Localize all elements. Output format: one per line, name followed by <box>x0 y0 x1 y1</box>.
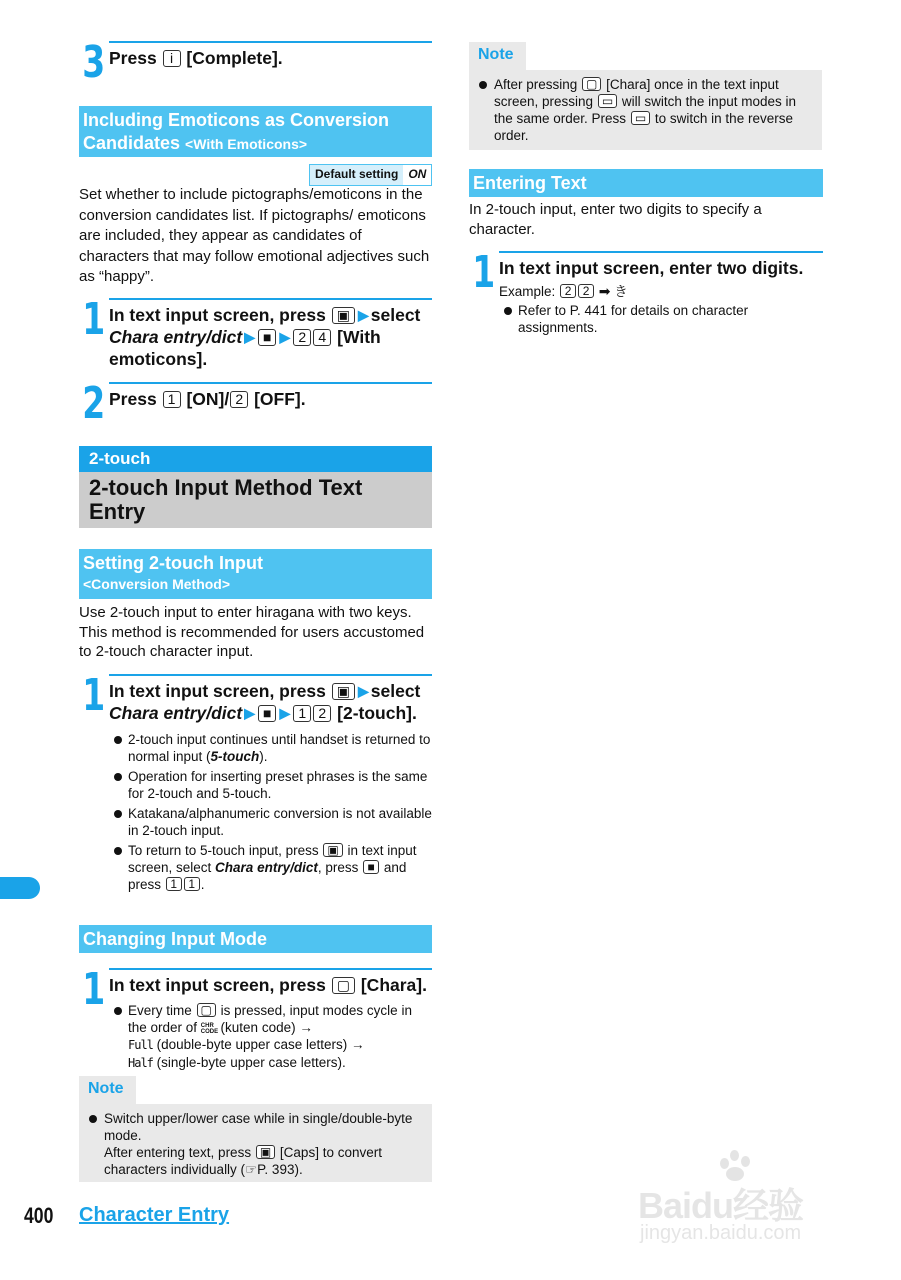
section-header-emoticons <box>79 106 432 157</box>
right-arrow-icon: ➡ <box>598 283 611 299</box>
step-changing-1 <box>79 964 432 1070</box>
step-text: [Chara]. <box>360 975 427 995</box>
list-item <box>477 76 814 144</box>
digit-key: 2 <box>578 284 594 298</box>
note-text: [Caps] to convert characters individually ( <box>104 1145 382 1177</box>
chara-key-icon: ▢ <box>197 1003 216 1017</box>
step-text: [ON]/ <box>186 389 230 409</box>
watermark-brand: Baidu经验 <box>638 1185 804 1226</box>
step-rule <box>109 41 432 43</box>
note-box-left <box>79 1104 432 1182</box>
step-title <box>109 968 432 996</box>
section-header-setting <box>79 549 432 599</box>
camera-key-icon: ▣ <box>323 843 342 857</box>
mail-key-icon: ▣ <box>256 1145 275 1159</box>
bullet-text: (single-byte upper case letters). <box>152 1055 346 1070</box>
digit-key: 2 <box>293 329 311 346</box>
step-title <box>109 674 432 724</box>
list-item <box>111 768 432 802</box>
step-text: select <box>370 305 421 325</box>
section-header-entering: Entering Text <box>469 169 823 197</box>
section-header-changing: Changing Input Mode <box>79 925 432 953</box>
note-list <box>87 1110 424 1178</box>
step-text: Press <box>109 48 162 68</box>
step-rule <box>109 674 432 676</box>
bullet-text: Every time <box>128 1003 196 1018</box>
bullet-text: and press <box>128 860 407 892</box>
step-number: 1 <box>472 247 496 298</box>
example-line <box>499 283 823 300</box>
step-text: [Complete]. <box>186 48 283 68</box>
step-text: [OFF]. <box>254 389 306 409</box>
menu-name: Chara entry/dict <box>109 703 243 723</box>
section-subtitle: <Conversion Method> <box>83 576 231 592</box>
list-item: Refer to P. 441 for details on character assignments. <box>501 302 823 336</box>
step-text: Press <box>109 389 157 409</box>
bullet-text: (kuten code) → <box>216 1020 313 1035</box>
bullet-text: Operation for inserting preset phrases is the same for 2-touch and 5-touch. <box>128 769 428 801</box>
step-title <box>109 41 432 69</box>
bullet-text: in text input screen, select <box>128 843 417 875</box>
center-key-icon: ■ <box>258 329 276 346</box>
watermark <box>638 1150 868 1250</box>
bullet-emph: 5-touch <box>210 749 260 764</box>
step-rule <box>109 298 432 300</box>
footer-section-link[interactable]: Character Entry <box>79 1204 230 1226</box>
watermark-url: jingyan.baidu.com <box>640 1222 802 1244</box>
step-title <box>109 382 432 410</box>
emoticons-description: Set whether to include pictographs/emoticons in the conversion candidates list. If pictographs/ emoticons are included, they appear as candidates of characters that may follow emotional adjectives such as “happy”. <box>79 186 430 285</box>
changing-bullets <box>111 1002 432 1072</box>
step-number: 1 <box>82 964 106 1015</box>
bullet-text: , press <box>317 860 363 875</box>
digit-key: 1 <box>293 705 311 722</box>
chara-key-icon: ▢ <box>332 977 355 994</box>
step-rule <box>499 251 823 253</box>
list-item <box>111 1002 432 1072</box>
note-text: ). <box>294 1162 303 1177</box>
example-result: き <box>614 284 628 299</box>
list-item <box>87 1110 424 1178</box>
center-key-icon: ■ <box>363 860 379 874</box>
step-text: [With emoticons]. <box>109 327 381 369</box>
note-text: to switch in the reverse order. <box>494 111 793 143</box>
menu-key-icon: i <box>163 50 181 67</box>
setting-bullets <box>111 731 432 893</box>
bullet-text: is pressed, input modes cycle in the order of <box>128 1003 412 1035</box>
step-number: 1 <box>82 670 106 721</box>
camera-key-icon: ▣ <box>332 307 355 324</box>
step-text: [2-touch]. <box>337 703 417 723</box>
step-number: 2 <box>82 378 106 429</box>
entering-bullets <box>501 302 823 336</box>
note-text: After entering text, press <box>104 1145 255 1160</box>
full-mode-icon: Full <box>128 1038 153 1052</box>
arrow-icon: ▶ <box>357 683 369 699</box>
bullet-text: ). <box>259 749 268 764</box>
step-rule <box>109 968 432 970</box>
arrow-icon: ▶ <box>279 705 291 721</box>
step-text: In text input screen, press <box>109 975 326 995</box>
digit-key: 1 <box>163 391 181 408</box>
note-text: Switch upper/lower case while in single/double-byte mode. <box>104 1111 413 1143</box>
note-text: will switch the input modes in the same order. Press <box>494 94 796 126</box>
step-emoticons-1 <box>79 294 432 374</box>
step-entering-1 <box>469 247 823 341</box>
camera-key-icon: ▣ <box>332 683 355 700</box>
note-text: [Chara] once in the text input screen, pressing <box>494 77 779 109</box>
default-setting-badge <box>309 164 432 186</box>
step-title <box>109 298 432 370</box>
note-label: Note <box>79 1076 136 1104</box>
chapter-tag: 2-touch <box>79 446 432 472</box>
digit-key: 4 <box>313 329 331 346</box>
digit-key: 1 <box>184 877 200 891</box>
note-text: After pressing <box>494 77 582 92</box>
step-rule <box>109 382 432 384</box>
left-softkey-icon: ▭ <box>631 111 650 125</box>
step-text: select <box>370 681 421 701</box>
bullet-text: (double-byte upper case letters) → <box>152 1037 365 1052</box>
entering-description: In 2-touch input, enter two digits to specify a character. <box>469 201 762 238</box>
step-emoticons-2 <box>79 378 432 429</box>
note-label: Note <box>469 42 526 70</box>
step-setting-1 <box>79 670 432 910</box>
kuten-code-icon: CHR CODE <box>200 1023 219 1035</box>
arrow-icon: ▶ <box>244 705 256 721</box>
arrow-icon: ▶ <box>357 307 369 323</box>
section-title: Setting 2-touch Input <box>83 553 263 573</box>
bullet-text: . <box>200 877 205 892</box>
page-reference-link[interactable]: ☞P. 393 <box>245 1162 295 1177</box>
menu-name: Chara entry/dict <box>109 327 243 347</box>
digit-key: 2 <box>560 284 576 298</box>
digit-key: 2 <box>313 705 331 722</box>
bullet-text: Katakana/alphanumeric conversion is not available in 2-touch input. <box>128 806 432 838</box>
step-number: 3 <box>82 37 106 88</box>
arrow-icon: ▶ <box>279 329 291 345</box>
bullet-text: 2-touch input continues until handset is returned to normal input ( <box>128 732 431 764</box>
section-subtitle: <With Emoticons> <box>185 136 308 152</box>
example-label: Example: <box>499 284 560 299</box>
note-box-right <box>469 70 822 150</box>
step-complete <box>79 37 432 88</box>
default-setting-value: ON <box>408 167 427 181</box>
setting-description: Use 2-touch input to enter hiragana with two keys. This method is recommended for users accustomed to 2-touch character input. <box>79 604 425 660</box>
note-list <box>477 76 814 144</box>
digit-key: 2 <box>230 391 248 408</box>
chapter-side-tab <box>0 877 40 899</box>
list-item <box>111 731 432 765</box>
list-item <box>111 805 432 839</box>
right-softkey-icon: ▭ <box>598 94 617 108</box>
chapter-title: 2-touch Input Method Text Entry <box>79 472 432 528</box>
bullet-text: To return to 5-touch input, press <box>128 843 323 858</box>
list-item <box>111 842 432 893</box>
digit-key: 1 <box>166 877 182 891</box>
default-setting-label: Default setting <box>310 165 403 185</box>
section-title: Including Emoticons as Conversion Candidates <box>83 110 390 153</box>
arrow-icon: ▶ <box>244 329 256 345</box>
chara-key-icon: ▢ <box>582 77 601 91</box>
bullet-emph: Chara entry/dict <box>215 860 318 875</box>
center-key-icon: ■ <box>258 705 276 722</box>
half-mode-icon: Half <box>128 1056 153 1070</box>
step-title: In text input screen, enter two digits. <box>499 258 804 278</box>
step-text: In text input screen, press <box>109 305 326 325</box>
step-number: 1 <box>82 294 106 345</box>
step-text: In text input screen, press <box>109 681 326 701</box>
page-number: 400 <box>24 1203 54 1228</box>
